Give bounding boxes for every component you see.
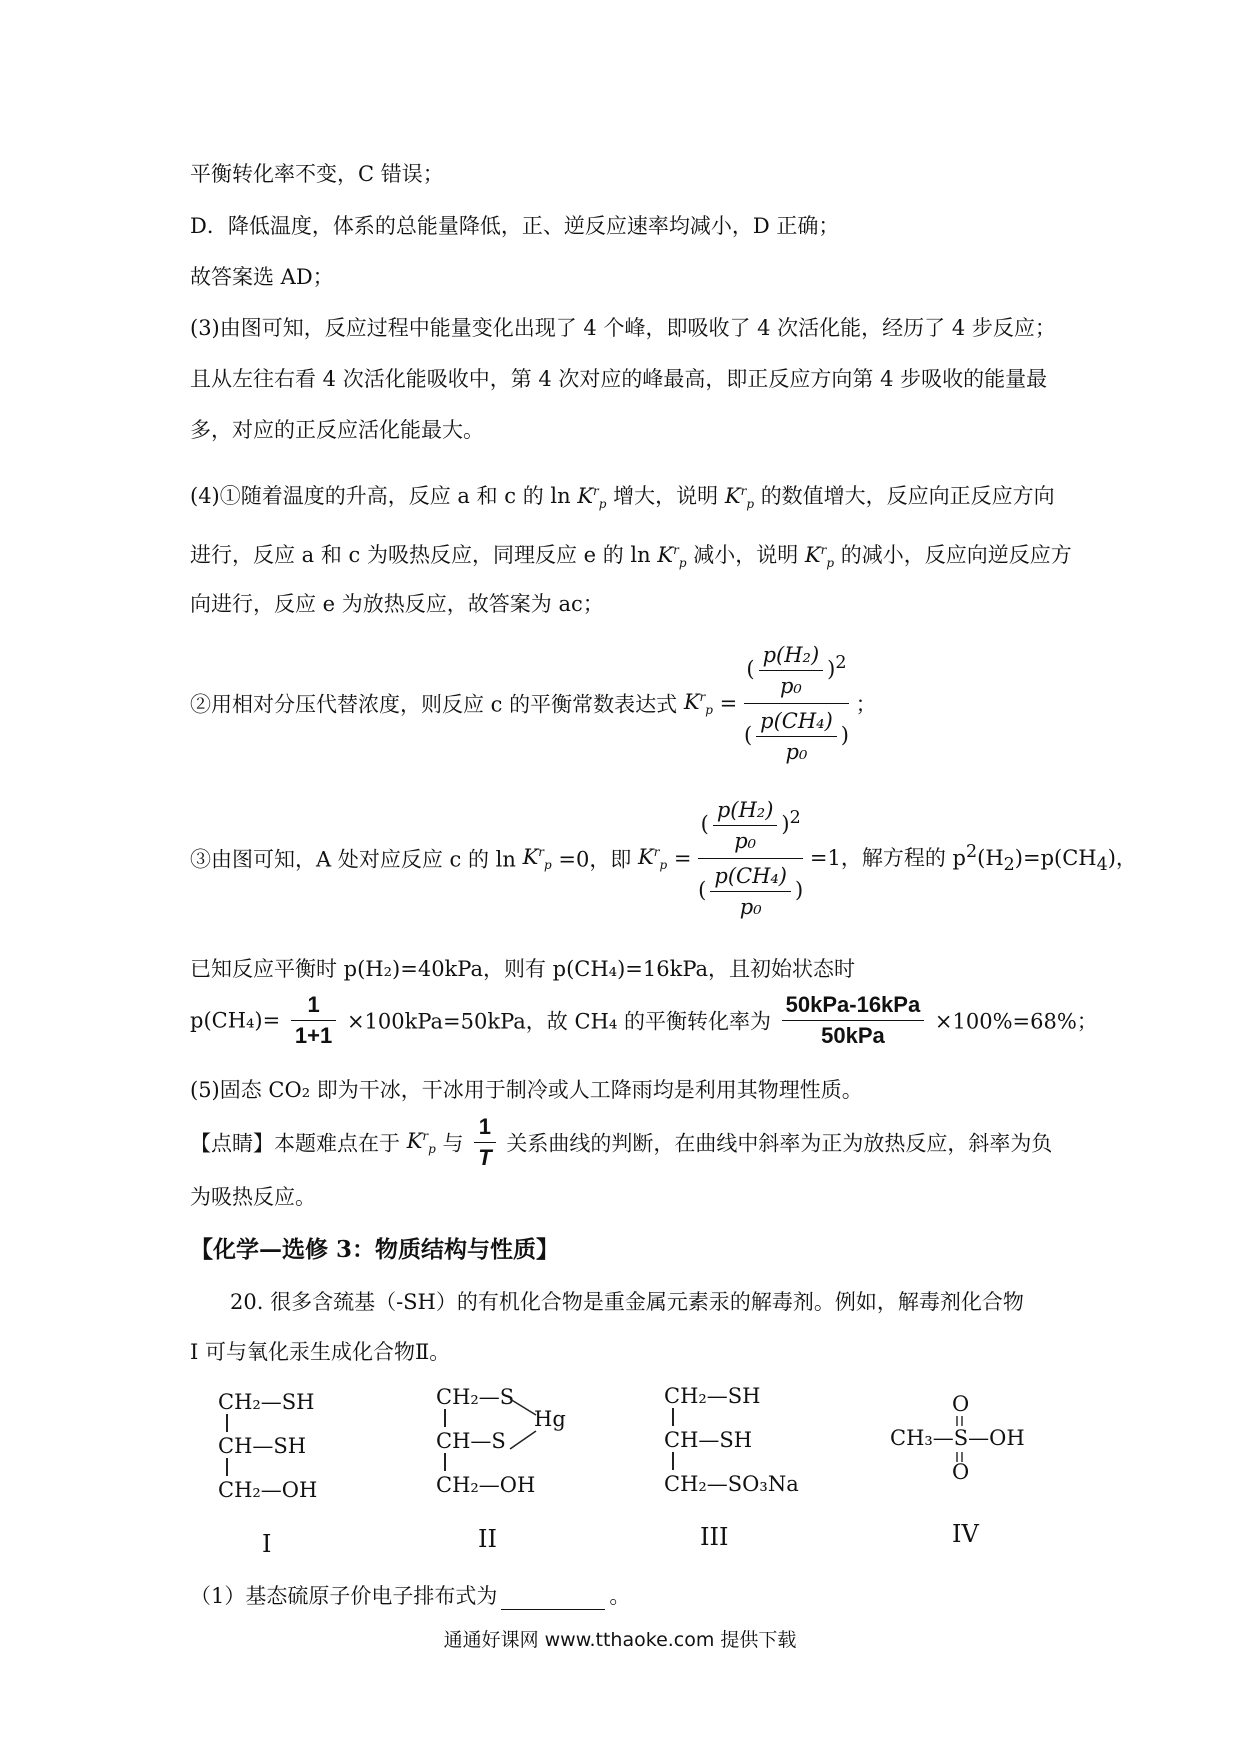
bond-line (672, 1408, 674, 1426)
kp-symbol: $K^r_p$ (657, 543, 687, 571)
structure-I (218, 1380, 317, 1512)
text-fragment: ②用相对分压代替浓度，则反应 c 的平衡常数表达式 (190, 692, 678, 717)
structure-row: CH₃—S—OH (890, 1426, 1025, 1450)
structure-III (664, 1374, 799, 1506)
oxygen-atom: O (952, 1460, 970, 1484)
structure-label: II (478, 1525, 497, 1553)
structure-row: CH—SH (664, 1428, 753, 1452)
structure-label: III (700, 1523, 729, 1551)
bond-line (672, 1452, 674, 1470)
kp-symbol: $K^r_p$ (804, 543, 835, 571)
text-fragment: =1，解方程的 $p^2(H_2)=p(CH_4)$， (809, 841, 1137, 876)
question-text: 20. 很多含巯基（-SH）的有机化合物是重金属元素汞的解毒剂。例如，解毒剂化合物 (230, 1290, 1024, 1314)
page-footer: 通通好课网 www.tthaoke.com 提供下载 (443, 1629, 797, 1651)
text-fragment: ③由图可知，A 处对应反应 c 的 ln (190, 847, 516, 872)
text-fragment: 减小，说明 (693, 543, 799, 567)
kp-symbol: $K^r_p$ (522, 844, 552, 873)
kp-symbol: $K^r_p$ (406, 1128, 436, 1157)
bond-line (444, 1453, 446, 1471)
text-fragment: =0，即 (558, 847, 632, 872)
text-line: D．降低温度，体系的总能量降低，正、逆反应速率均减小，D 正确； (190, 214, 840, 238)
structure-label: IV (952, 1520, 979, 1548)
s-o-double-bonds (954, 1414, 966, 1464)
structure-row: CH₂—S (436, 1385, 515, 1409)
text-line: 平衡转化率不变，C 错误； (190, 162, 444, 186)
bond-line (226, 1414, 228, 1432)
text-fragment: 。 (609, 1584, 631, 1608)
text-line: (5)固态 CO₂ 即为干冰，干冰用于制冷或人工降雨均是利用其物理性质。 (190, 1078, 863, 1102)
text-fragment: ×100kPa=50kPa，故 CH₄ 的平衡转化率为 (346, 1009, 771, 1034)
text-fragment: ； (855, 692, 877, 717)
equation-conversion (190, 990, 1098, 1051)
text-line: 已知反应平衡时 p(H₂)=40kPa，则有 p(CH₄)=16kPa，且初始状态时 (190, 957, 856, 981)
kp-fraction: ( $\frac{\text{p(H₂)}}{\text{p₀}}$ )$^2$ ( $\frac{\text{p(CH₄)}}{\text{p₀}}$ ) (744, 640, 849, 767)
text-fragment: 的数值增大，反应向正反应方向 (760, 484, 1055, 508)
kp-symbol: $K^r_p$ (724, 484, 754, 512)
fraction-one-half: $\frac{1}{1+1}$ (291, 990, 336, 1051)
structure-row: CH₂—SH (218, 1390, 315, 1414)
question-text: I 可与氧化汞生成化合物Ⅱ。 (190, 1340, 451, 1364)
kp-fraction: ( $\frac{\text{p(H₂)}}{\text{p₀}}$ )$^2$ ( $\frac{\text{p(CH₄)}}{\text{p₀}}$ ) (698, 795, 803, 922)
equals-sign: = (719, 691, 738, 716)
structure-row: CH—S (436, 1429, 506, 1453)
text-fragment: 增大，说明 (613, 484, 719, 508)
text-fragment: 与 (442, 1131, 464, 1156)
fraction-conversion: $\frac{\text{50kPa-16kPa}}{\text{50kPa}}$ (782, 990, 925, 1051)
text-line-4-1 (190, 477, 1055, 518)
text-fragment: 【点睛】本题难点在于 (190, 1131, 400, 1156)
equation-kp-expression (190, 640, 877, 767)
structure-label: I (262, 1530, 272, 1558)
bond-line (444, 1409, 446, 1427)
text-fragment: 的减小，反应向逆反应方 (840, 543, 1072, 567)
structure-row: CH₂—SH (664, 1384, 761, 1408)
kp-symbol: $K^r_p$ (577, 484, 607, 512)
sub-question (190, 1582, 630, 1610)
bond-line (226, 1458, 228, 1476)
key-point-line (190, 1112, 1052, 1173)
text-line: 多，对应的正反应活化能最大。 (190, 418, 484, 442)
text-line: 故答案选 AD； (190, 265, 334, 289)
answer-blank[interactable] (501, 1587, 605, 1610)
text-fragment: 进行，反应 a 和 c 为吸热反应，同理反应 e 的 ln (190, 543, 651, 567)
text-fragment: p(CH₄)= (190, 1008, 281, 1033)
s-hg-bonds (506, 1387, 546, 1459)
text-fragment: ×100%=68%； (934, 1009, 1098, 1034)
mercury-atom: Hg (534, 1407, 566, 1431)
oxygen-atom: O (952, 1392, 970, 1416)
text-line-4-2 (190, 536, 1072, 577)
structure-row: CH₂—SO₃Na (664, 1472, 799, 1496)
structure-row: CH₂—OH (436, 1473, 536, 1497)
text-line: 且从左往右看 4 次活化能吸收中，第 4 次对应的峰最高，即正反应方向第 4 步吸收的能量最 (190, 367, 1048, 391)
text-fragment: （1）基态硫原子价电子排布式为 (190, 1584, 498, 1608)
text-fragment: 关系曲线的判断，在曲线中斜率为正为放热反应，斜率为负 (506, 1131, 1053, 1156)
fraction-one-over-t: $\frac{1}{T}$ (474, 1112, 495, 1173)
structure-row: CH₂—OH (218, 1478, 318, 1502)
text-line: 向进行，反应 e 为放热反应，故答案为 ac； (190, 592, 604, 616)
text-line: (3)由图可知，反应过程中能量变化出现了 4 个峰，即吸收了 4 次活化能，经历了 4 步反应； (190, 316, 1056, 340)
equals-sign: = (673, 846, 692, 871)
text-fragment: (4)①随着温度的升高，反应 a 和 c 的 ln (190, 484, 571, 508)
section-heading: 【化学—选修 3：物质结构与性质】 (190, 1236, 560, 1263)
structure-row: CH—SH (218, 1434, 307, 1458)
text-line: 为吸热反应。 (190, 1185, 316, 1209)
equation-kp-equals-one (190, 795, 1137, 922)
kp-symbol: $K^r_p$ (638, 844, 668, 873)
kp-symbol: $K^r_p$ (683, 689, 713, 718)
structure-II (436, 1375, 586, 1507)
